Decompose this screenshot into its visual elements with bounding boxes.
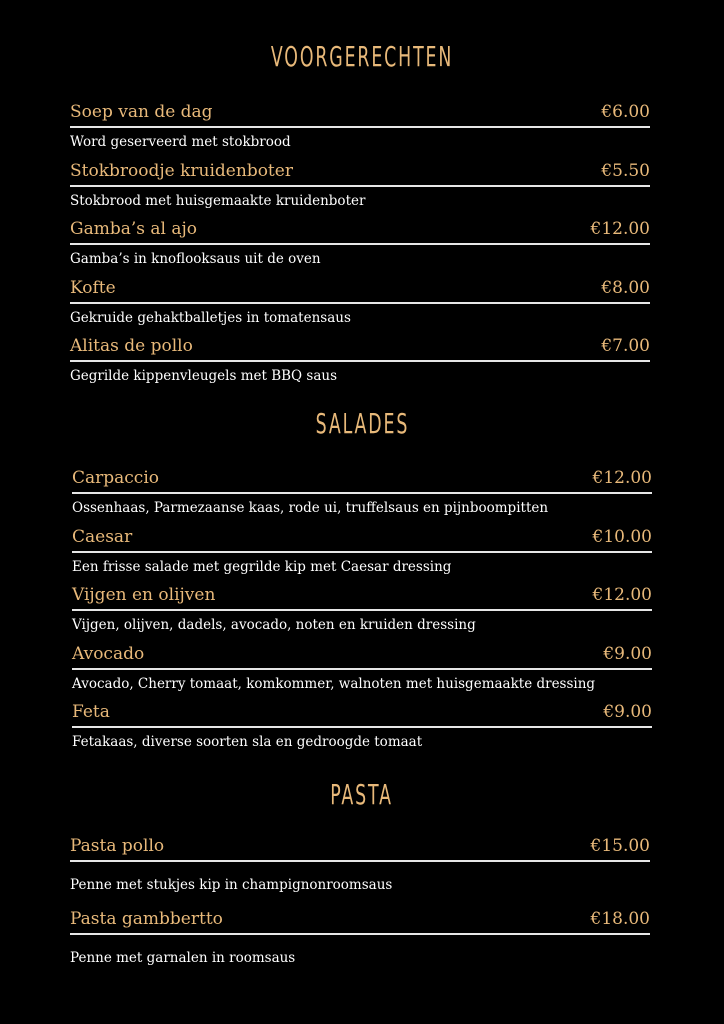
menu-item-header <box>72 524 652 553</box>
menu-item-description: Gegrilde kippenvleugels met BBQ saus <box>70 368 337 384</box>
section-voorgerechten <box>70 99 650 392</box>
menu-item <box>70 833 650 906</box>
menu-item-name: Gamba’s al ajo <box>70 219 198 239</box>
menu-item <box>72 524 652 583</box>
section-heading-voorgerechten: VOORGERECHTEN <box>270 40 454 73</box>
menu-item-header <box>70 99 650 128</box>
menu-item-header <box>72 465 652 494</box>
menu-item-price: €12.00 <box>592 585 652 605</box>
menu-item-header <box>72 582 652 611</box>
menu-item-name: Stokbroodje kruidenboter <box>70 160 293 181</box>
menu-item-price: €9.00 <box>603 702 652 722</box>
menu-item <box>72 465 652 524</box>
menu-item-name: Caesar <box>72 526 133 547</box>
menu-item-header <box>70 158 650 187</box>
menu-item-description: Gekruide gehaktballetjes in tomatensaus <box>70 309 351 326</box>
menu-item-name: Pasta gambbertto <box>70 909 223 929</box>
menu-item-name: Feta <box>72 702 110 722</box>
section-heading-salades: SALADES <box>315 407 409 440</box>
menu-item-name: Kofte <box>70 277 116 298</box>
menu-item <box>72 582 652 641</box>
menu-item-name: Soep van de dag <box>70 102 213 122</box>
menu-item-description: Penne met garnalen in roomsaus <box>70 950 296 966</box>
menu-item-header <box>72 699 652 728</box>
menu-item-name: Vijgen en olijven <box>72 585 216 605</box>
menu-item-description: Word geserveerd met stokbrood <box>70 134 291 150</box>
menu-item <box>72 699 652 758</box>
menu-item-price: €6.00 <box>601 102 650 122</box>
menu-item-name: Carpaccio <box>72 468 160 488</box>
menu-item-price: €18.00 <box>590 909 650 929</box>
menu-item-description: Fetakaas, diverse soorten sla en gedroogde tomaat <box>72 734 423 750</box>
menu-item-description: Gamba’s in knoflooksaus uit de oven <box>70 251 321 267</box>
menu-item-header <box>70 216 650 245</box>
menu-item <box>70 333 650 392</box>
menu-item <box>70 275 650 334</box>
menu-item <box>70 216 650 275</box>
menu-item-header <box>70 906 650 935</box>
menu-item-name: Alitas de pollo <box>70 336 193 356</box>
menu-item-description: Vijgen, olijven, dadels, avocado, noten en kruiden dressing <box>72 617 476 633</box>
menu-item-name: Avocado <box>72 643 145 664</box>
menu-item <box>70 99 650 158</box>
menu-item-price: €9.00 <box>603 643 652 664</box>
menu-item-price: €7.00 <box>601 336 650 356</box>
menu-item-description: Penne met stukjes kip in champignonroomsaus <box>70 877 393 893</box>
menu-item-price: €15.00 <box>590 836 650 856</box>
menu-item-price: €5.50 <box>601 160 650 181</box>
section-heading-pasta: PASTA <box>330 778 394 811</box>
menu-item-header <box>70 333 650 362</box>
menu-item <box>70 158 650 217</box>
menu-item-header <box>70 833 650 862</box>
section-salades <box>72 465 652 758</box>
menu-item-header <box>70 275 650 304</box>
menu-item-price: €12.00 <box>590 219 650 239</box>
menu-item-header <box>72 641 652 670</box>
menu-item-description: Avocado, Cherry tomaat, komkommer, walnoten met huisgemaakte dressing <box>72 675 596 692</box>
menu-item-price: €12.00 <box>592 468 652 488</box>
menu-item-description: Ossenhaas, Parmezaanse kaas, rode ui, truffelsaus en pijnboompitten <box>72 500 549 516</box>
menu-item-description: Een frisse salade met gegrilde kip met Caesar dressing <box>72 558 452 575</box>
menu-item <box>70 906 650 979</box>
menu-item-description: Stokbrood met huisgemaakte kruidenboter <box>70 192 366 209</box>
menu-item-price: €8.00 <box>601 277 650 298</box>
menu-item-price: €10.00 <box>592 526 652 547</box>
section-pasta <box>70 833 650 979</box>
menu-item-name: Pasta pollo <box>70 836 165 856</box>
menu-item <box>72 641 652 700</box>
